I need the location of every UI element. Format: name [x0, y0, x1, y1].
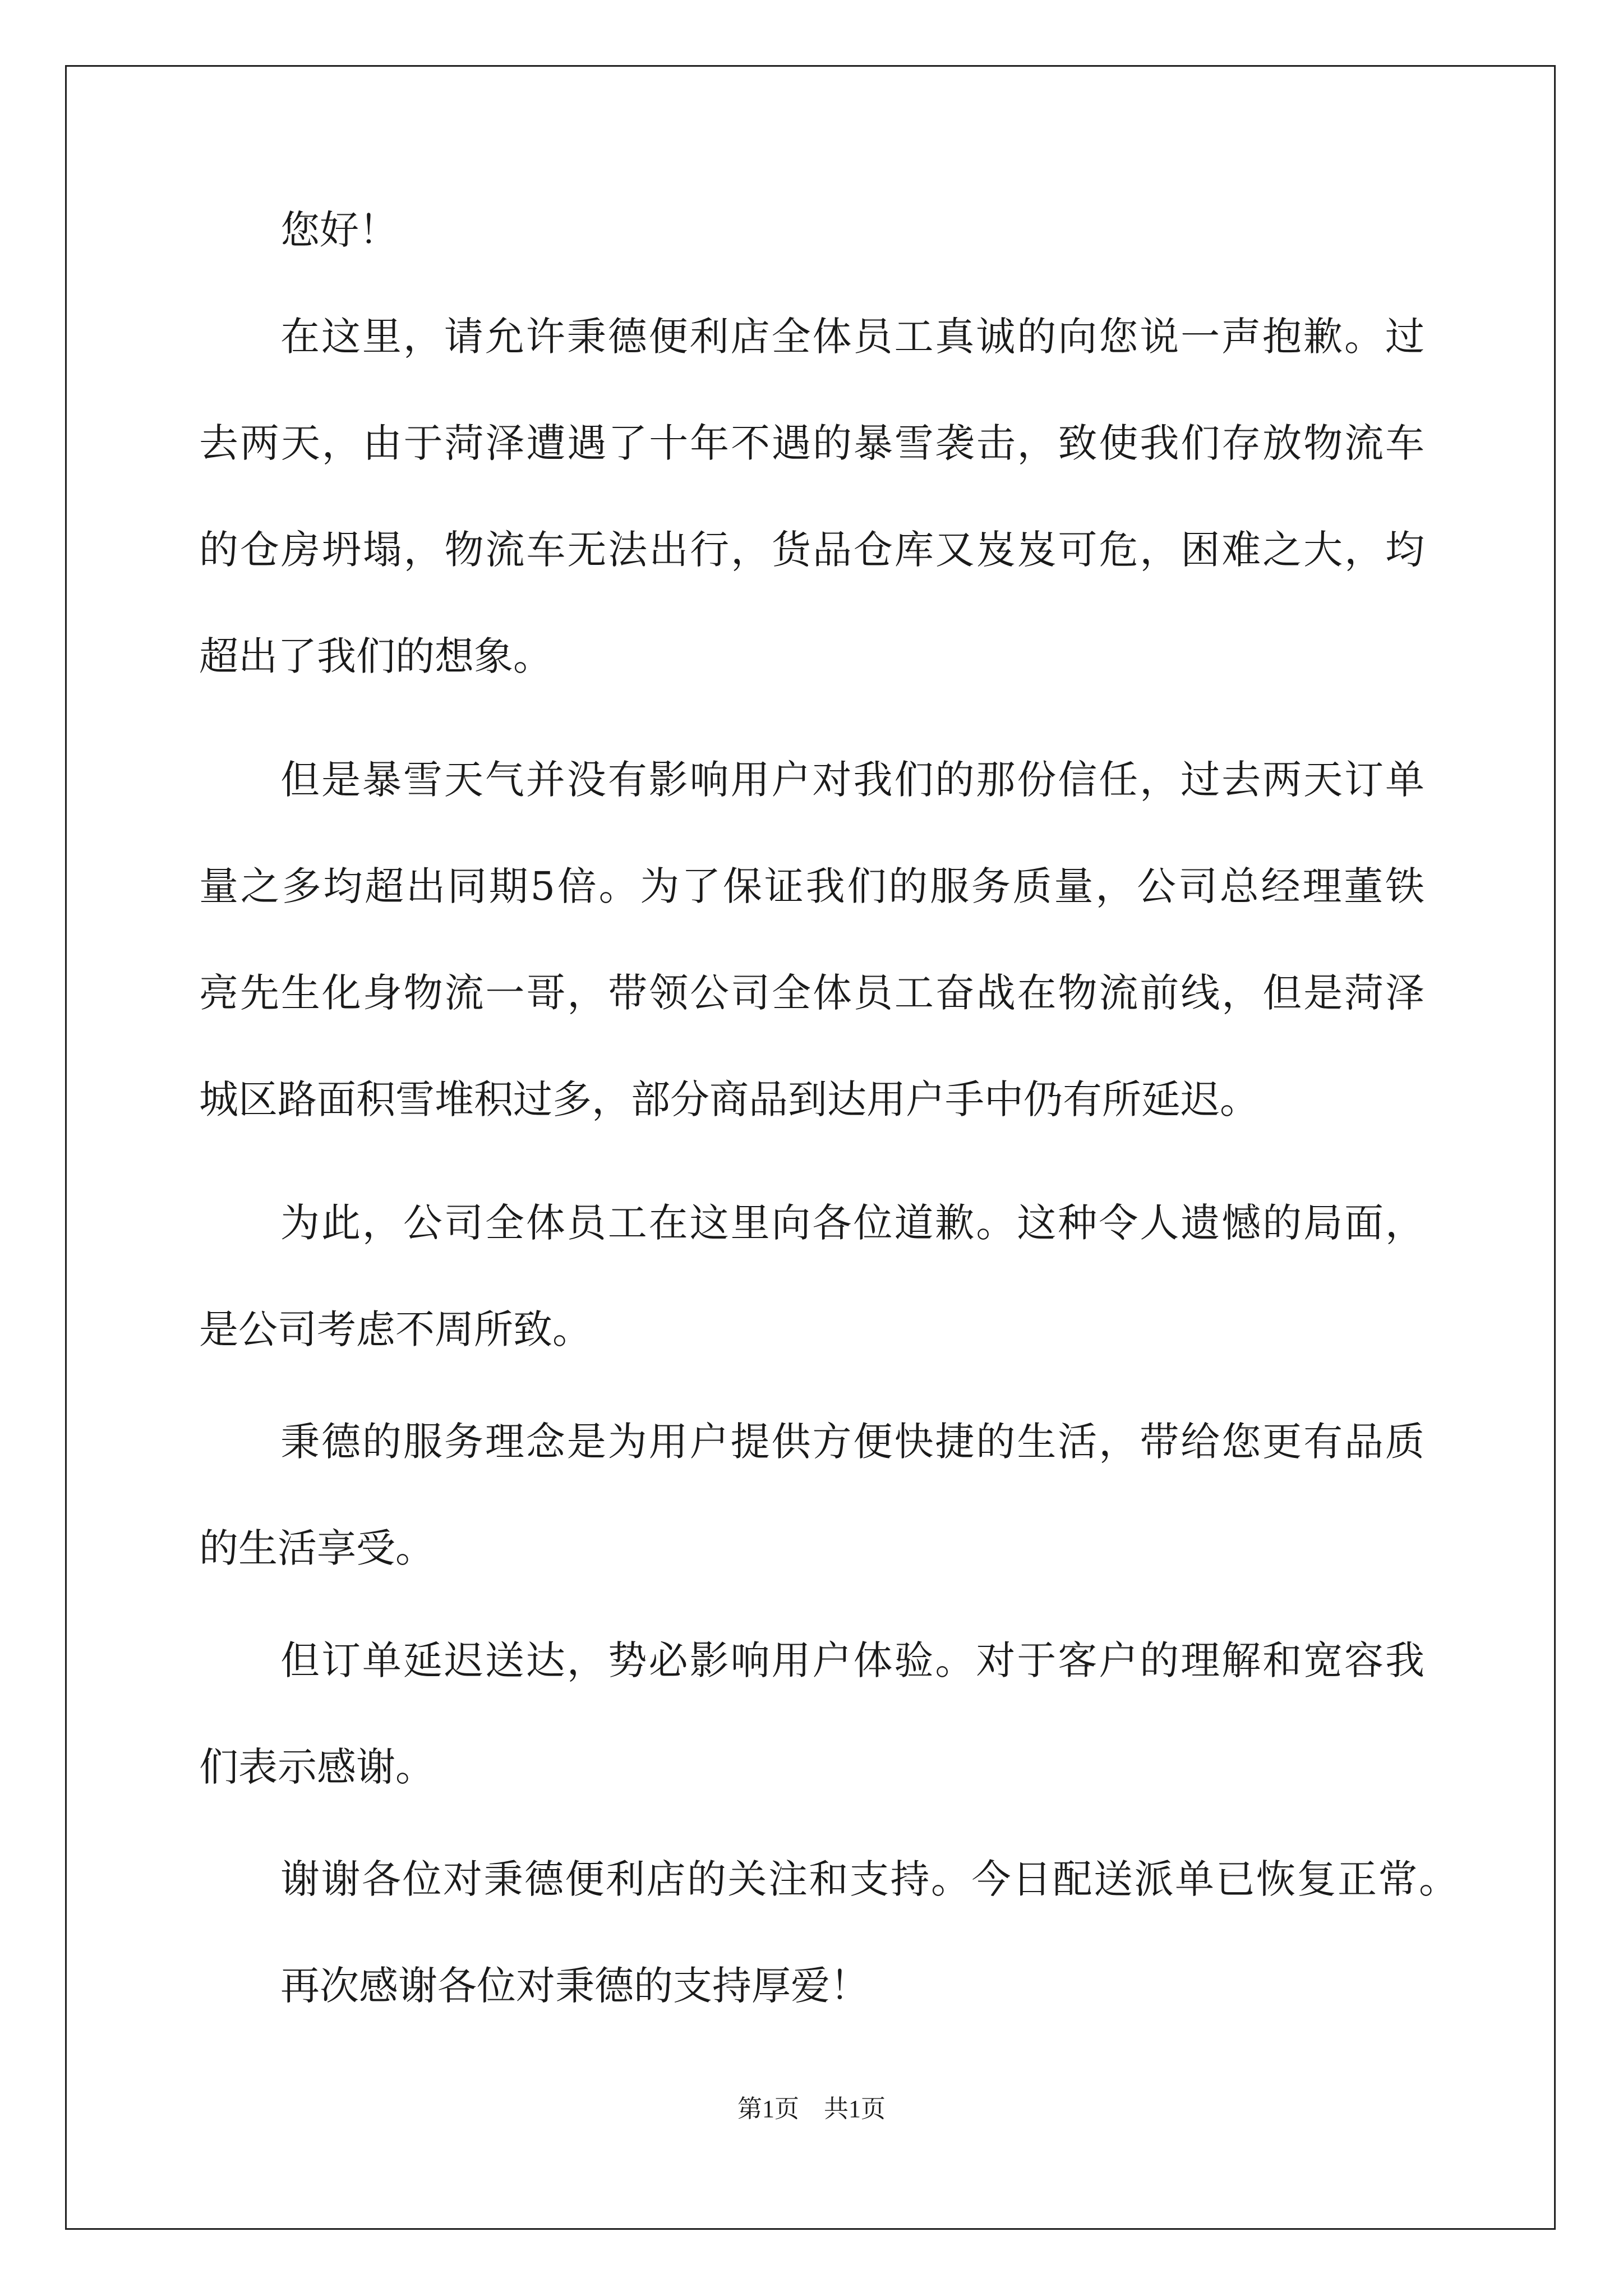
- paragraph-1-line-3: 的仓房坍塌，物流车无法出行，货品仓库又岌岌可危，困难之大，均: [199, 527, 1424, 573]
- paragraph-2-line-4: 城区路面积雪堆积过多，部分商品到达用户手中仍有所延迟。: [199, 1076, 1259, 1122]
- paragraph-2-line-3: 亮先生化身物流一哥，带领公司全体员工奋战在物流前线，但是菏泽: [199, 970, 1424, 1016]
- greeting-line: 您好！: [280, 207, 398, 253]
- paragraph-4-line-2: 的生活享受。: [199, 1525, 435, 1571]
- paragraph-2-line-2: 量之多均超出同期5倍。为了保证我们的服务质量，公司总经理董铁: [199, 863, 1424, 909]
- paragraph-2-line-1: 但是暴雪天气并没有影响用户对我们的那份信任，过去两天订单: [280, 757, 1424, 803]
- paragraph-1-line-2: 去两天，由于菏泽遭遇了十年不遇的暴雪袭击，致使我们存放物流车: [199, 420, 1424, 466]
- paragraph-1-line-1: 在这里，请允许秉德便利店全体员工真诚的向您说一声抱歉。过: [280, 314, 1424, 360]
- page-footer: [0, 2093, 1623, 2125]
- paragraph-1-line-4: 超出了我们的想象。: [199, 633, 552, 679]
- paragraph-3-line-2: 是公司考虑不周所致。: [199, 1306, 592, 1352]
- paragraph-5-line-2: 们表示感谢。: [199, 1744, 435, 1790]
- paragraph-4-line-1: 秉德的服务理念是为用户提供方便快捷的生活，带给您更有品质: [280, 1419, 1424, 1465]
- paragraph-6-line-1: 谢谢各位对秉德便利店的关注和支持。今日配送派单已恢复正常。: [280, 1856, 1458, 1902]
- paragraph-3-line-1: 为此，公司全体员工在这里向各位道歉。这种令人遗憾的局面，: [280, 1200, 1424, 1246]
- page-total-label: 共1页: [824, 2095, 886, 2123]
- paragraph-5-line-1: 但订单延迟送达，势必影响用户体验。对于客户的理解和宽容我: [280, 1637, 1424, 1683]
- page-number-label: 第1页: [737, 2095, 799, 2123]
- paragraph-7-line-1: 再次感谢各位对秉德的支持厚爱！: [280, 1963, 869, 2009]
